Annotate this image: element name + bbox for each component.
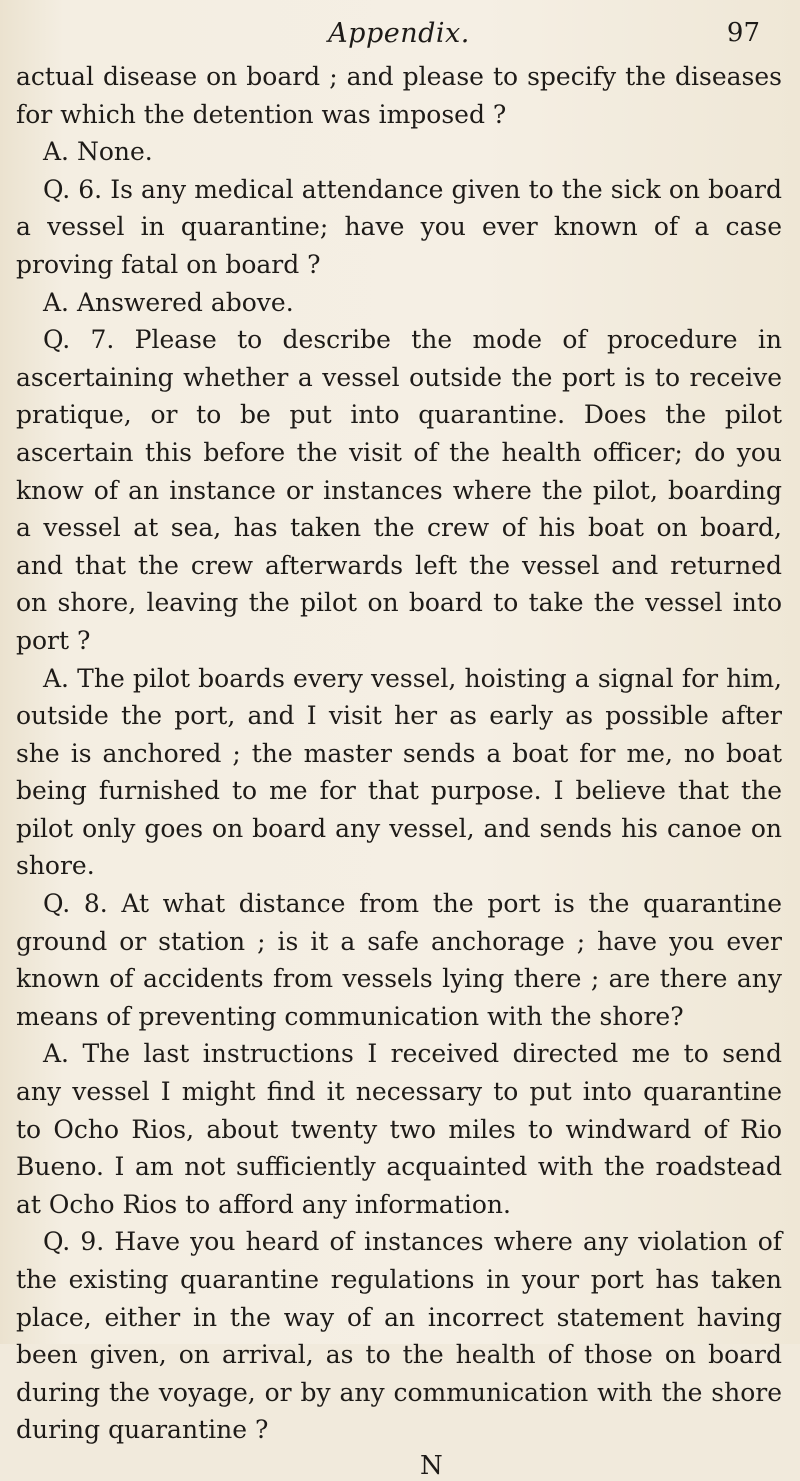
- body-text: [16, 58, 782, 1449]
- answer-paragraph: A. The pilot boards every vessel, hoisting a signal for him, outside the port, and I visit her as early as possible after she is anchored ; the master sends a boat for me, no boat being furnished to me for that purpose. I believe that the pilot only goes on board any vessel, and sends his canoe on shore.: [16, 663, 782, 881]
- question-paragraph: Q. 6. Is any medical attendance given to the sick on board a vessel in quarantine; have you ever known of a case proving fatal on board ?: [16, 174, 782, 279]
- answer-paragraph: A. The last instructions I received directed me to send any vessel I might find it necessary to put into quarantine to Ocho Rios, about twenty two miles to windward of Rio Bueno. I am not sufficiently acquainted with the roadstead at Ocho Rios to afford any information.: [16, 1039, 782, 1219]
- running-title: Appendix.: [328, 18, 470, 49]
- paragraph-continuation: actual disease on board ; and please to specify the diseases for which the detention was imposed ?: [16, 62, 782, 129]
- answer-paragraph: A. None.: [43, 137, 153, 167]
- signature-mark: N: [420, 1450, 443, 1481]
- question-paragraph: Q. 8. At what distance from the port is the quarantine ground or station ; is it a safe anchorage ; have you ever known of accidents from vessels lying there ; are there any means of preventing communication with the shore?: [16, 889, 782, 1031]
- question-paragraph: Q. 9. Have you heard of instances where any violation of the existing quarantine regulations in your port has taken place, either in the way of an incorrect statement having been given, on arrival, as to the health of those on board during the voyage, or by any communication with the shore during quarantine ?: [16, 1227, 782, 1445]
- running-header: [16, 0, 782, 58]
- answer-paragraph: A. Answered above.: [43, 287, 294, 317]
- page-number: 97: [726, 18, 760, 48]
- question-paragraph: Q. 7. Please to describe the mode of procedure in ascertaining whether a vessel outside the port is to receive pratique, or to be put into quarantine. Does the pilot ascertain this before the visit of the health officer; do you know of an instance or instances where the pilot, boarding a vessel at sea, has taken the crew of his boat on board, and that the crew afterwards left the vessel and returned on shore, leaving the pilot on board to take the vessel into port ?: [16, 325, 782, 655]
